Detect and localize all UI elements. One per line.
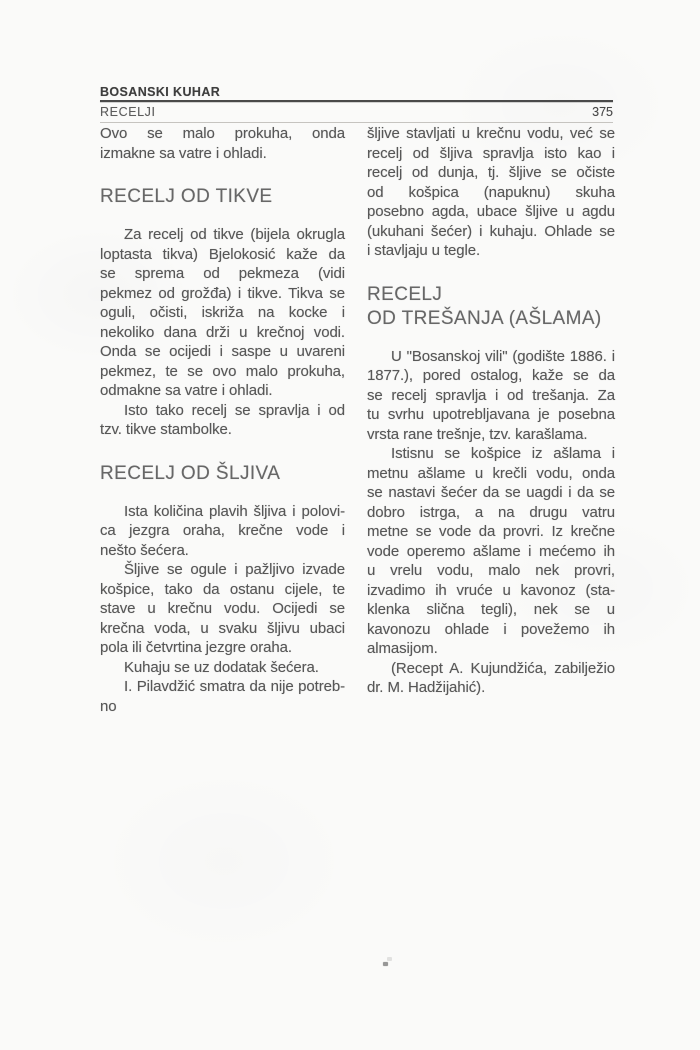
text-line: recelj od dunja, tj. šljive se očiste bbox=[367, 164, 615, 181]
text-line: Istisnu se košpice iz ašlama i bbox=[391, 445, 615, 462]
paragraph-block bbox=[100, 658, 345, 678]
text-line: (Recept A. Kujundžića, zabilježio bbox=[391, 659, 615, 677]
text-line: dobro istrga, a na drugu vatru bbox=[367, 503, 615, 521]
paragraph-block bbox=[100, 677, 345, 716]
header-rule bbox=[100, 100, 613, 102]
text-line: pekmez od grožđa) i tikve. Tikva se bbox=[100, 284, 345, 302]
text-line: Šljive se ogule i pažljivo izvade bbox=[124, 561, 345, 578]
text-line: OD TREŠANJA (AŠLAMA) bbox=[367, 307, 602, 329]
text-line: i stavljaju u tegle. bbox=[367, 242, 481, 259]
section-heading bbox=[100, 185, 345, 209]
text-line: U "Bosanskoj vili" (godište 1886. i bbox=[391, 347, 615, 365]
paragraph-block bbox=[100, 225, 345, 401]
text-line: no bbox=[100, 697, 117, 715]
text-line: se sprema od pekmeza (vidi bbox=[100, 265, 345, 282]
text-line: Ovo se malo prokuha, onda bbox=[100, 125, 345, 142]
text-line: nekoliko dana drži u krečnoj vodi. bbox=[100, 323, 345, 341]
page-number: 375 bbox=[592, 105, 613, 119]
paragraph-block bbox=[100, 401, 345, 440]
paragraph-block bbox=[367, 444, 615, 659]
text-line: oguli, očisti, iskriža na kocke i bbox=[100, 304, 345, 321]
text-line: tu svrhu upotrebljavana je posebna bbox=[367, 406, 615, 423]
text-line: Za recelj od tikve (bijela okrugla bbox=[124, 226, 345, 243]
text-line: od košpica (napuknu) skuha bbox=[367, 183, 615, 201]
text-line: RECELJ OD ŠLJIVA bbox=[100, 462, 281, 484]
paragraph-block bbox=[367, 347, 615, 445]
text-line: se nastavi šećer da se uagdi i da se bbox=[367, 484, 615, 501]
text-line: tzv. tikve stambolke. bbox=[100, 421, 232, 438]
page-header bbox=[100, 86, 613, 123]
text-line: šljive stavljati u krečnu vodu, već se bbox=[367, 125, 615, 142]
header-rule-thin bbox=[100, 122, 613, 123]
right-column bbox=[367, 124, 615, 698]
text-line: stave u krečnu vodu. Ocijedi se bbox=[100, 600, 345, 617]
text-line: metne se vode da provri. Iz krečne bbox=[367, 523, 615, 540]
text-line: posebno agda, ubace šljive u agdu bbox=[367, 203, 615, 220]
paragraph-block bbox=[100, 502, 345, 561]
text-line: u vrelu vodu, malo nek provri, bbox=[367, 562, 615, 579]
text-line: 1877.), pored ostalog, kaže se da bbox=[367, 367, 615, 384]
text-line: RECELJ bbox=[367, 283, 443, 305]
text-line: nešto šećera. bbox=[100, 541, 189, 559]
chapter-title: RECELJI bbox=[100, 105, 156, 119]
text-line: pola ili četvrtina jezgre oraha. bbox=[100, 639, 292, 656]
text-line: loptasta tikva) Bjelokosić kaže da bbox=[100, 245, 345, 263]
text-line: Isto tako recelj se spravlja i od bbox=[124, 401, 345, 419]
header-row bbox=[100, 105, 613, 119]
paragraph-block bbox=[367, 124, 615, 261]
text-line: vode operemo ašlame i mećemo ih bbox=[367, 542, 615, 560]
text-line: dr. M. Hadžijahić). bbox=[367, 679, 486, 696]
text-line: izmakne sa vatre i ohladi. bbox=[100, 144, 267, 162]
text-line: košpice, tako da ostanu cijele, te bbox=[100, 580, 345, 598]
paragraph-block bbox=[100, 124, 345, 163]
paragraph-block bbox=[367, 659, 615, 698]
text-line: izvadimo ih vruće u kavonoz (sta- bbox=[367, 581, 615, 599]
text-line: se recelj spravlja i od trešanja. Za bbox=[367, 386, 615, 404]
text-line: kavonozu ohlade i povežemo ih bbox=[367, 620, 615, 638]
text-line: metnu ašlame u krečli vodu, onda bbox=[367, 464, 615, 482]
text-line: ca jezgra oraha, krečne vode i bbox=[100, 522, 345, 539]
text-line: I. Pilavdžić smatra da nije potreb- bbox=[124, 678, 345, 695]
section-heading bbox=[367, 283, 615, 331]
section-heading bbox=[100, 462, 345, 486]
text-line: Onda se ocijedi i saspe u uvareni bbox=[100, 343, 345, 360]
text-line: krečna voda, u svaku šljivu ubaci bbox=[100, 619, 345, 637]
text-line: recelj od šljiva spravlja isto kao i bbox=[367, 144, 615, 162]
text-line: Ista količina plavih šljiva i polovi- bbox=[124, 502, 345, 520]
text-line: pekmez, te se ovo malo prokuha, bbox=[100, 362, 345, 380]
book-title: BOSANSKI KUHAR bbox=[100, 85, 221, 99]
scan-artifact bbox=[383, 962, 388, 966]
paragraph-block bbox=[100, 560, 345, 658]
text-line: (ukuhani šećer) i kuhaju. Ohlade se bbox=[367, 222, 615, 240]
text-line: vrsta rane trešnje, tzv. karašlama. bbox=[367, 425, 588, 443]
text-line: klenka slična tegli), nek se u bbox=[367, 601, 615, 618]
left-column bbox=[100, 124, 345, 716]
text-line: almasijom. bbox=[367, 640, 438, 657]
text-line: RECELJ OD TIKVE bbox=[100, 186, 273, 207]
text-line: Kuhaju se uz dodatak šećera. bbox=[124, 658, 319, 676]
text-line: odmakne sa vatre i ohladi. bbox=[100, 382, 273, 399]
